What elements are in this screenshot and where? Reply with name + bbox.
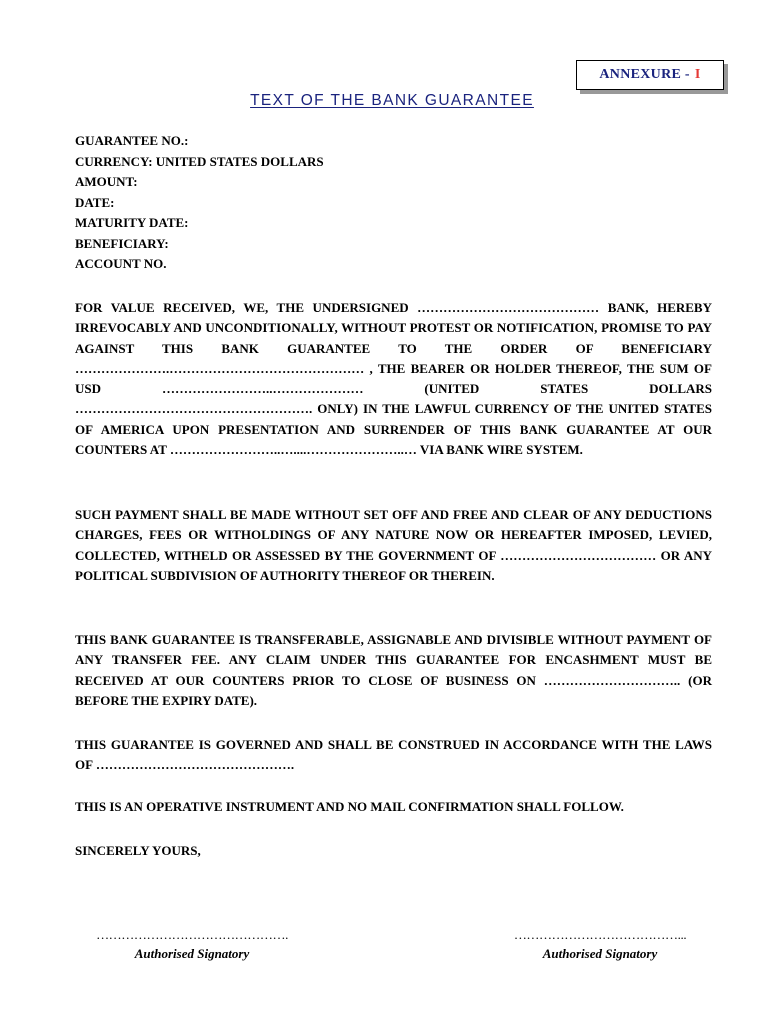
guarantee-fields (75, 131, 324, 275)
signature-line: …………………………………... (513, 927, 687, 942)
field-currency: CURRENCY: UNITED STATES DOLLARS (75, 153, 324, 169)
field-amount: AMOUNT: (75, 174, 138, 189)
field-guarantee-no: GUARANTEE NO.: (75, 133, 189, 148)
signature-block-left (75, 926, 309, 964)
signatory-label: Authorised Signatory (542, 946, 658, 961)
signature-block-right (494, 926, 706, 964)
paragraph-transferability: THIS BANK GUARANTEE IS TRANSFERABLE, ASSIGNABLE AND DIVISIBLE WITHOUT PAYMENT OF ANY TRANSFER FEE. ANY CLAIM UNDER THIS GUARANTEE FOR ENCASHMENT MUST BE RECEIVED AT OUR COUNTERS PRIOR TO CLOSE OF BUSINESS ON ………………………….. (OR BEFORE THE EXPIRY DATE). (75, 632, 712, 708)
closing-salutation: SINCERELY YOURS, (75, 843, 201, 858)
field-maturity-date: MATURITY DATE: (75, 215, 189, 230)
annexure-number: I (694, 67, 701, 82)
document-title: TEXT OF THE BANK GUARANTEE (250, 92, 534, 109)
field-date: DATE: (75, 194, 115, 210)
paragraph-operative-instrument: THIS IS AN OPERATIVE INSTRUMENT AND NO MAIL CONFIRMATION SHALL FOLLOW. (75, 799, 624, 814)
paragraph-governing-law: THIS GUARANTEE IS GOVERNED AND SHALL BE CONSTRUED IN ACCORDANCE WITH THE LAWS OF ………………………………………. (75, 737, 712, 773)
paragraph-payment-terms: SUCH PAYMENT SHALL BE MADE WITHOUT SET OFF AND FREE AND CLEAR OF ANY DEDUCTIONS CHARGES, FEES OR WITHOLDINGS OF ANY NATURE NOW OR HEREAFTER IMPOSED, LEVIED, COLLECTED, WITHELD OR ASSESSED BY THE GOVERNMENT OF ……………………………… OR ANY POLITICAL SUBDIVISION OF AUTHORITY THEREOF OR THEREIN. (75, 507, 712, 583)
signatory-label: Authorised Signatory (134, 946, 250, 961)
annexure-box (576, 60, 724, 90)
field-beneficiary: BENEFICIARY: (75, 235, 169, 251)
field-account-no: ACCOUNT NO. (75, 256, 167, 271)
annexure-label: ANNEXURE - (599, 67, 690, 82)
paragraph-value-received: FOR VALUE RECEIVED, WE, THE UNDERSIGNED …………………………………… BANK, HEREBY IRREVOCABLY AND UNCONDITIONALLY, WITHOUT PROTEST OR NOTIFICATION, PROMISE TO PAY AGAINST THIS BANK GUARANTEE TO THE ORDER OF BENEFICIARY ………………….……………………………………… , THE BEARER OR HOLDER THEREOF, THE SUM OF USD ……………………..………………… (UNITED STATES DOLLARS ………………………………………………. ONLY) IN THE LAWFUL CURRENCY OF THE UNITED STATES OF AMERICA UPON PRESENTATION AND SURRENDER OF THIS BANK GUARANTEE AT OUR COUNTERS AT ……………………..…....…………………..… VIA BANK WIRE SYSTEM. (75, 300, 712, 458)
signature-line: ………………………………………. (96, 927, 288, 942)
